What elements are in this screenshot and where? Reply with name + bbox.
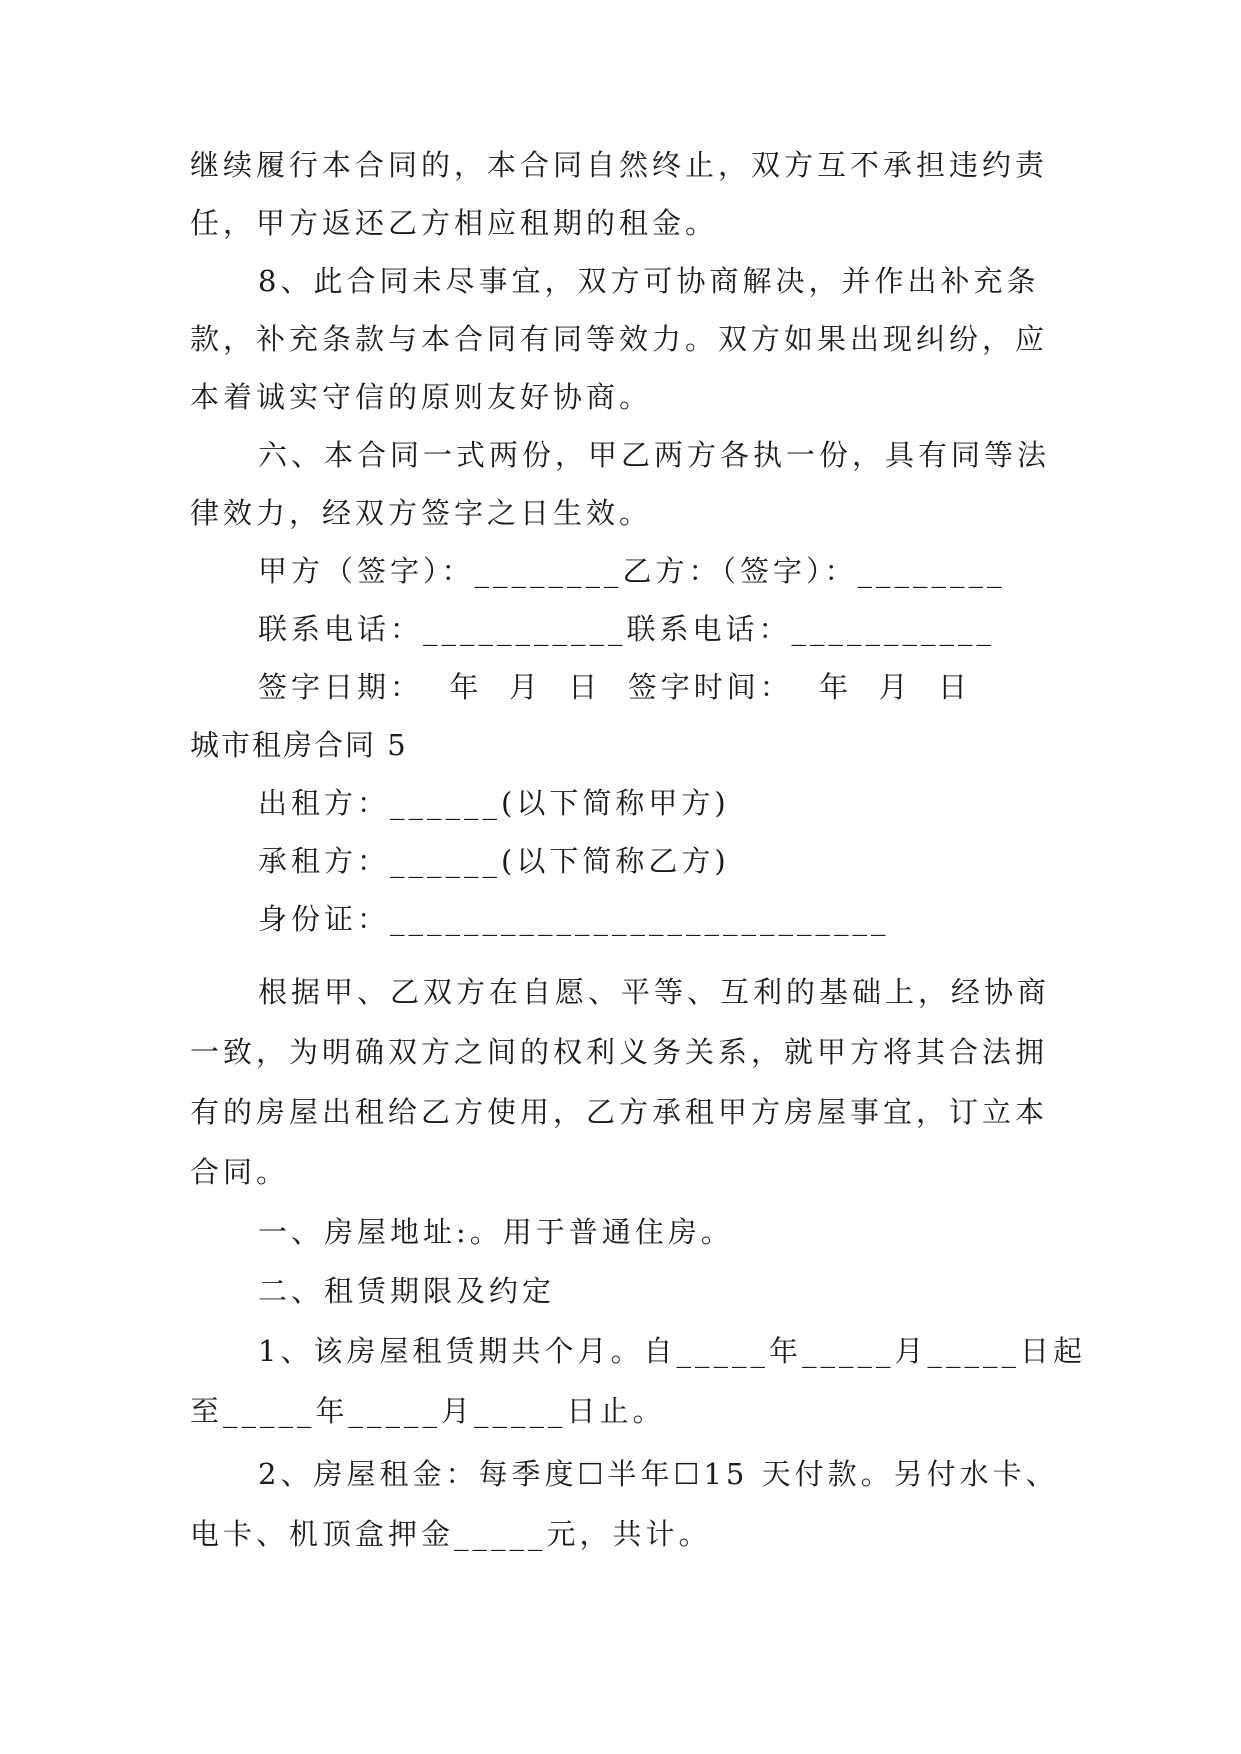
line-text: 承租方：______(以下简称乙方) — [258, 844, 730, 878]
paragraph-line — [0, 252, 1241, 310]
line-text: 有的房屋出租给乙方使用，乙方承租甲方房屋事宜，订立本 — [190, 1095, 1049, 1129]
signature-line-date — [0, 658, 1241, 716]
paragraph-line — [0, 1505, 1241, 1563]
line-text: 8、此合同未尽事宜，双方可协商解决，并作出补充条 — [258, 264, 1040, 298]
line-text: 电卡、机顶盒押金_____元，共计。 — [190, 1517, 712, 1551]
paragraph-line — [0, 136, 1241, 194]
paragraph-line — [0, 368, 1241, 426]
paragraph-line — [0, 310, 1241, 368]
paragraph-line — [0, 1445, 1241, 1503]
line-text: 1、该房屋租赁期共个月。自_____年_____月_____日起 — [258, 1334, 1086, 1368]
line-text: 律效力，经双方签字之日生效。 — [190, 496, 653, 530]
paragraph-line — [0, 1023, 1241, 1081]
paragraph-line — [0, 484, 1241, 542]
paragraph-line — [0, 1322, 1241, 1380]
line-text: 任，甲方返还乙方相应租期的租金。 — [190, 206, 719, 240]
clause-heading — [0, 1203, 1241, 1261]
paragraph-line — [0, 426, 1241, 484]
line-text: 二、租赁期限及约定 — [258, 1274, 556, 1308]
paragraph-line — [0, 963, 1241, 1021]
line-text: 六、本合同一式两份，甲乙两方各执一份，具有同等法 — [258, 438, 1051, 472]
line-text: 至_____年_____月_____日止。 — [190, 1394, 666, 1428]
section-title — [0, 716, 1241, 774]
line-text: 合同。 — [190, 1155, 290, 1189]
line-text: 款，补充条款与本合同有同等效力。双方如果出现纠纷，应 — [190, 322, 1049, 356]
line-text: 根据甲、乙双方在自愿、平等、互利的基础上，经协商 — [258, 975, 1051, 1009]
line-text: 本着诚实守信的原则友好协商。 — [190, 380, 653, 414]
paragraph-line — [0, 1143, 1241, 1201]
paragraph-line — [0, 1083, 1241, 1141]
line-text: 一、房屋地址:。用于普通住房。 — [258, 1215, 734, 1249]
line-text: 继续履行本合同的，本合同自然终止，双方互不承担违约责 — [190, 148, 1049, 182]
line-text: 城市租房合同 5 — [190, 728, 408, 762]
line-text: 2、房屋租金：每季度☐半年☐15 天付款。另付水卡、 — [258, 1457, 1059, 1491]
clause-heading — [0, 1262, 1241, 1320]
paragraph-line — [0, 1382, 1241, 1440]
signature-line-phone — [0, 600, 1241, 658]
line-text: 联系电话：___________联系电话：___________ — [258, 612, 996, 646]
line-text: 一致，为明确双方之间的权利义务关系，就甲方将其合法拥 — [190, 1035, 1049, 1069]
paragraph-line — [0, 194, 1241, 252]
party-lessee-line — [0, 832, 1241, 890]
line-text: 甲方（签字）：________乙方：（签字）：________ — [258, 554, 1006, 588]
party-lessor-line — [0, 774, 1241, 832]
id-card-line — [0, 890, 1241, 948]
signature-line-parties — [0, 542, 1241, 600]
line-text: 签字日期： 年 月 日 签字时间： 年 月 日 — [258, 670, 972, 704]
line-text: 身份证：___________________________ — [258, 902, 890, 936]
line-text: 出租方：______(以下简称甲方) — [258, 786, 730, 820]
